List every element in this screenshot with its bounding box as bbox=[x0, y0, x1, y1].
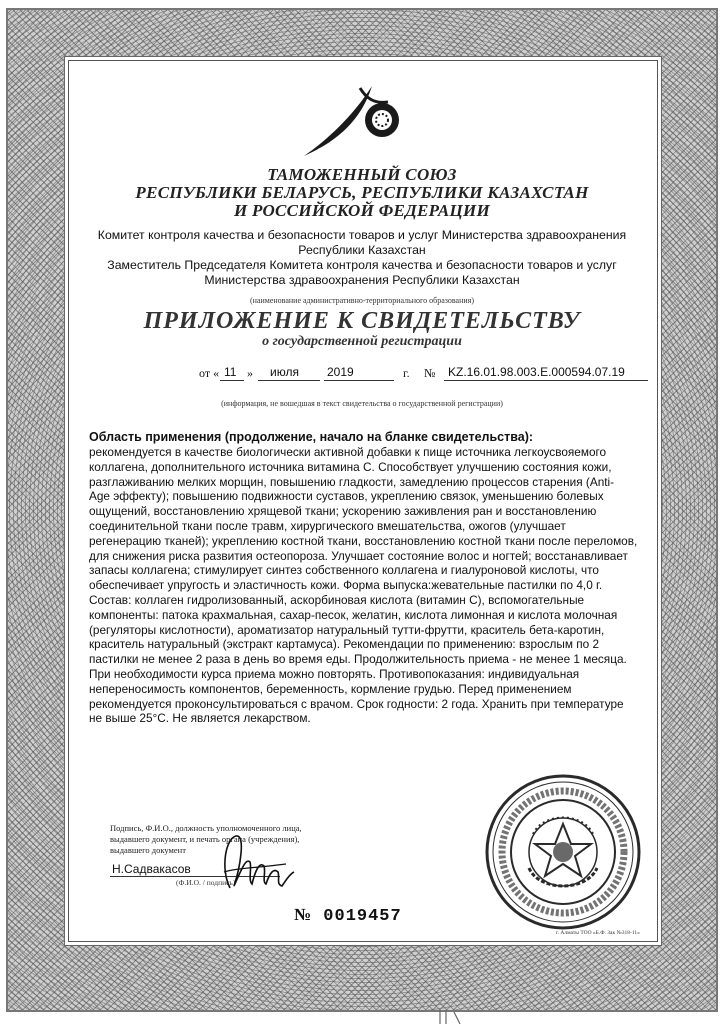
union-title-line-1: ТАМОЖЕННЫЙ СОЮЗ bbox=[267, 165, 457, 184]
authority-line-4: Министерства здравоохранения Республики Казахстан bbox=[204, 273, 520, 287]
date-number-row bbox=[0, 364, 724, 384]
date-year-suffix: г. bbox=[403, 366, 410, 380]
authority-note: (наименование административно-территориального образования) bbox=[249, 296, 474, 305]
form-serial-number bbox=[294, 905, 402, 926]
number-label: № bbox=[424, 366, 436, 380]
date-month: июля bbox=[270, 365, 299, 379]
fio-note: (Ф.И.О. / подпись) bbox=[176, 878, 236, 887]
authority-line-2: Республики Казахстан bbox=[298, 243, 426, 257]
printer-note: г. Алматы ТОО «Б.Ф. Зак №318-11» bbox=[556, 930, 640, 936]
date-row-note: (информация, не вошедшая в текст свидетельства о государственной регистрации) bbox=[221, 399, 503, 408]
authority-line-3: Заместитель Председателя Комитета контроля качества и безопасности товаров и услуг bbox=[107, 258, 617, 272]
appendix-title: ПРИЛОЖЕНИЕ К СВИДЕТЕЛЬСТВУ bbox=[143, 308, 581, 334]
registration-number: KZ.16.01.98.003.E.000594.07.19 bbox=[448, 365, 625, 379]
signer-name: Н.Садвакасов bbox=[112, 862, 191, 876]
authority-line-1: Комитет контроля качества и безопасности товаров и услуг Министерства здравоохранения bbox=[97, 228, 627, 242]
application-body-text: рекомендуется в качестве биологически активной добавки к пище источника легкоусвояемого коллагена, дополнительного источника витамина С. Способствует улучшению состояния кожи, разглаживанию мелких морщин, повышению гладкости, замедлению процессов старения (Anti- Age эффекту); повышению подвижности суставов, укреплению связок, уменьшению болевых ощущений, восстановлению хрящевой ткани; ускорению заживления ран и восстановлению соединительной ткани после травм, хирургического вмешательства, ожогов (улучшает регенерацию тканей); укреплению костной ткани, восстановлению костной ткани после переломов, для снижения риска развития остеопороза. Улучшает состояние волос и ногтей; восстанавливает запасы коллагена; стимулирует синтез собственного коллагена и гиалуроновой кислоты, что обеспечивает упругость и эластичность кожи. Форма выпуска:жевательные пастилки по 4,0 г. Состав: коллаген гидролизованный, аскорбиновая кислота (витамин С), вспомогательные компоненты: патока крахмальная, сахар-песок, желатин, кислота лимонная и кислота молочная (регуляторы кислотности), ароматизатор натуральный тутти-фрутти, краситель бета-каротин, краситель натуральный (экстракт картамуса). Рекомендации по применению: взрослым по 2 пастилки не менее 2 раза в день во время еды. Продолжительность приема - не менее 1 месяца. При необходимости курса приема можно повторять. Противопоказания: индивидуальная непереносимость компонентов, беременность, кормление грудью. Перед применением рекомендуется проконсультироваться с врачом. Срок годности: 2 года. Хранить при температуре не выше 25°С. Не является лекарством. bbox=[89, 445, 638, 726]
appendix-subtitle: о государственной регистрации bbox=[262, 334, 462, 349]
date-from-label: от « bbox=[199, 366, 220, 380]
scan-artifact-mark bbox=[436, 1008, 476, 1024]
signature-caption: Подпись, Ф.И.О., должность уполномоченного лица, выдавшего документ, и печать органа (учреждения), выдавшего документ bbox=[110, 823, 302, 855]
date-close-quote: » bbox=[247, 366, 253, 380]
union-title-line-3: И РОССИЙСКОЙ ФЕДЕРАЦИИ bbox=[233, 201, 491, 220]
official-seal-icon bbox=[483, 772, 643, 932]
date-day: 11 bbox=[224, 365, 237, 379]
date-year: 2019 bbox=[327, 365, 354, 379]
handwritten-signature-icon bbox=[216, 828, 296, 898]
section-heading: Область применения (продолжение, начало на бланке свидетельства): bbox=[89, 430, 534, 444]
union-title-line-2: РЕСПУБЛИКИ БЕЛАРУСЬ, РЕСПУБЛИКИ КАЗАХСТАН bbox=[135, 183, 589, 202]
serial-prefix: № bbox=[294, 905, 313, 924]
customs-union-emblem-icon bbox=[300, 78, 410, 160]
serial-digits: 0019457 bbox=[323, 907, 402, 926]
